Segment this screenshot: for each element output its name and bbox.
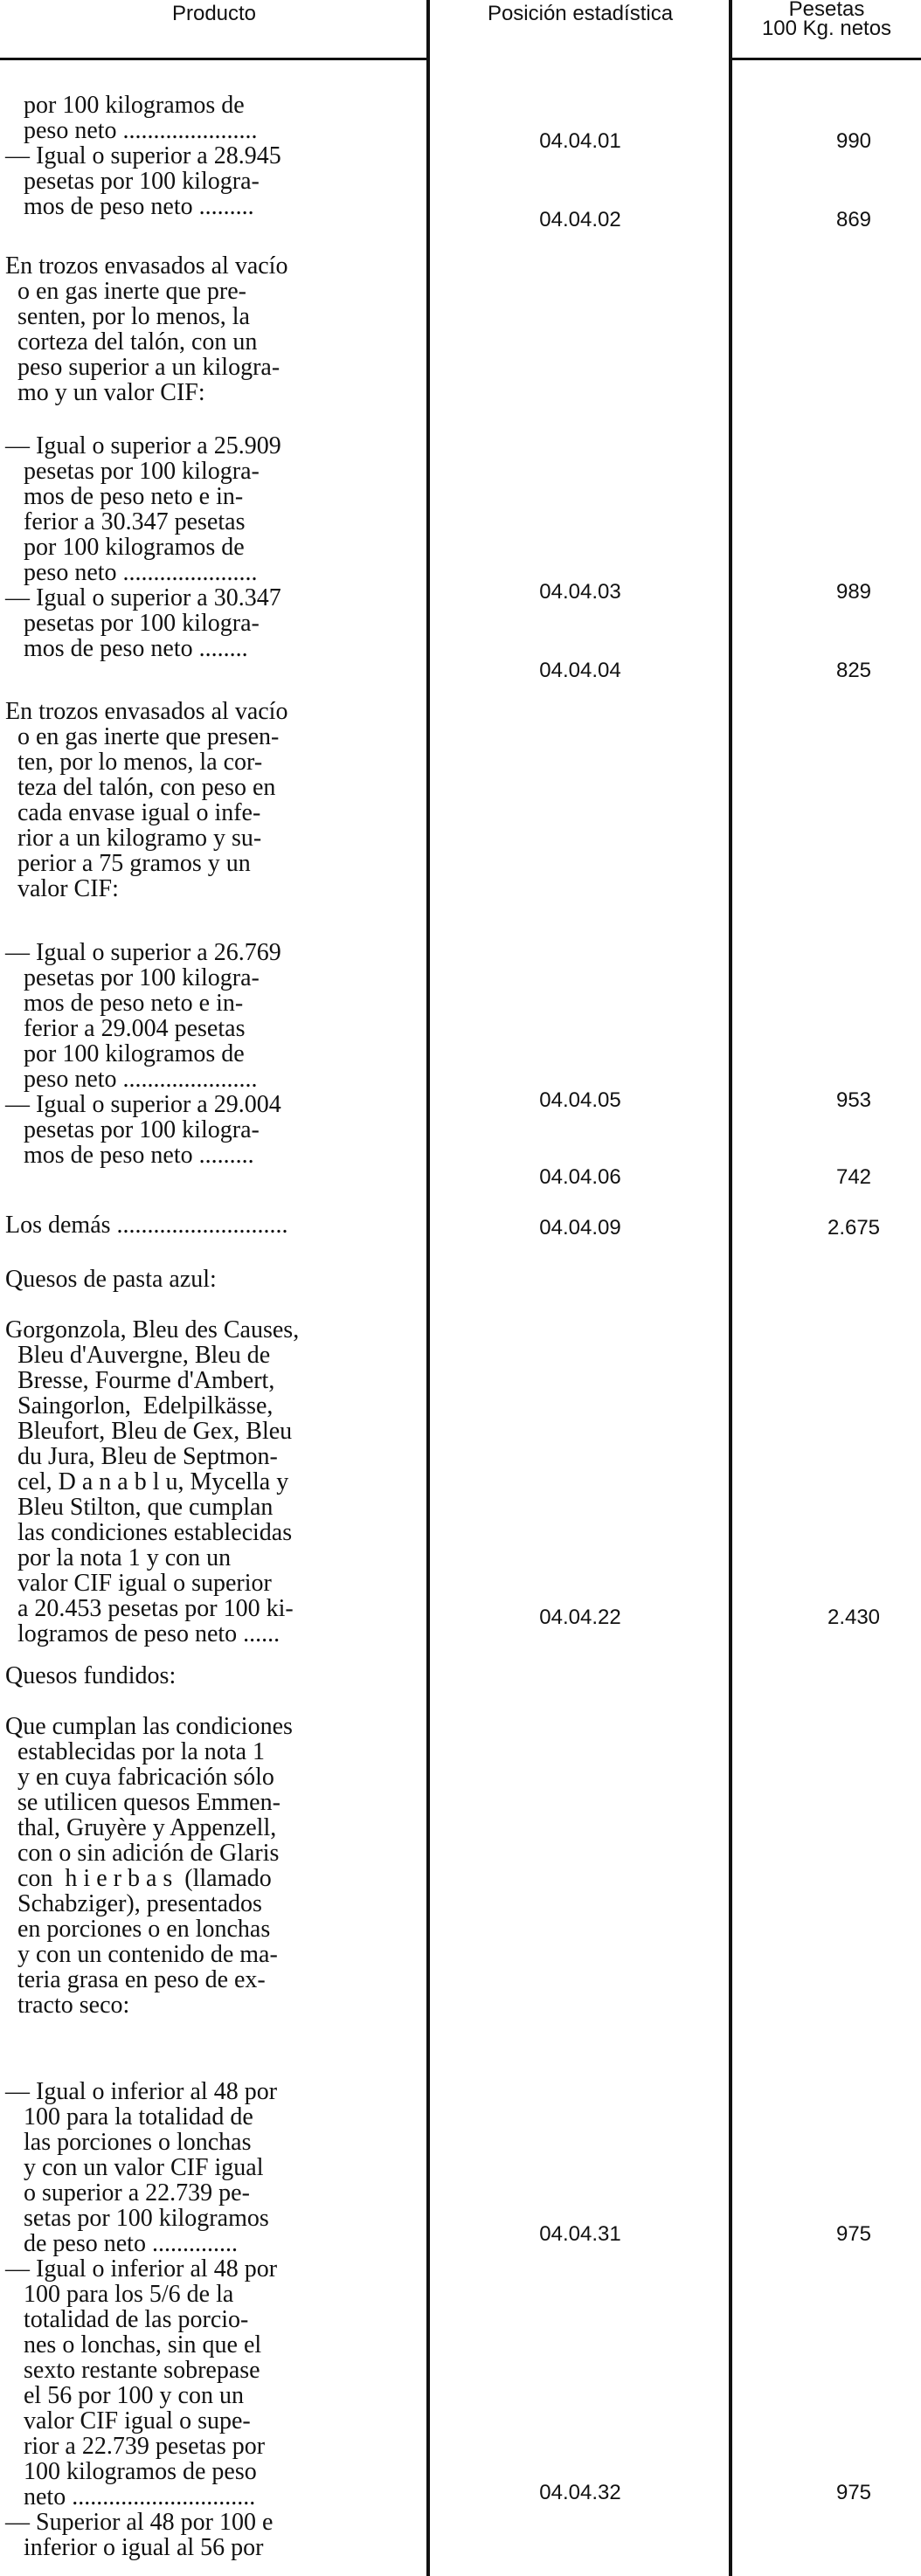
text-block — [5, 1317, 425, 1647]
pesetas-value: 825 — [835, 659, 872, 682]
text-line: inferior o igual al 56 por — [5, 2534, 264, 2561]
posicion-code: 04.04.31 — [539, 2222, 621, 2246]
text-line: pesetas por 100 kilogra- — [5, 610, 260, 637]
text-line: y con un contenido de ma- — [5, 1941, 278, 1968]
pesetas-value: 989 — [835, 580, 872, 604]
text-line: nes o lonchas, sin que el — [5, 2331, 262, 2358]
header-rule-producto — [0, 58, 426, 60]
text-line: con h i e r b a s (llamado — [5, 1865, 272, 1892]
text-line: valor CIF igual o supe- — [5, 2407, 251, 2434]
text-line: 100 para la totalidad de — [5, 2103, 253, 2131]
text-line: totalidad de las porcio- — [5, 2306, 249, 2333]
text-line: las porciones o lonchas — [5, 2129, 252, 2156]
column-divider-2 — [729, 0, 732, 2576]
text-line: cada envase igual o infe- — [5, 799, 261, 826]
text-line: establecidas por la nota 1 — [5, 1738, 266, 1765]
text-line: o superior a 22.739 pe- — [5, 2179, 250, 2207]
text-line: pesetas por 100 kilogra- — [5, 1116, 260, 1143]
pesetas-value: 953 — [835, 1088, 872, 1112]
text-line: pesetas por 100 kilogra- — [5, 458, 260, 485]
posicion-code: 04.04.04 — [539, 659, 621, 682]
header-pesetas-line2: 100 Kg. netos — [761, 17, 892, 40]
pesetas-value: 975 — [835, 2481, 872, 2504]
text-line: las condiciones establecidas — [5, 1519, 293, 1546]
text-line: mos de peso neto ......... — [5, 1142, 254, 1169]
text-line: thal, Gruyère y Appenzell, — [5, 1814, 277, 1841]
text-line: mos de peso neto e in- — [5, 483, 244, 510]
text-line: y en cuya fabricación sólo — [5, 1764, 274, 1791]
header-pesetas-line1: Pesetas — [788, 0, 865, 21]
text-block — [5, 1714, 425, 2018]
posicion-code: 04.04.03 — [539, 580, 621, 604]
pesetas-value: 869 — [835, 208, 872, 231]
text-line: pesetas por 100 kilogra- — [5, 168, 260, 195]
text-line: mos de peso neto ......... — [5, 193, 254, 220]
text-line: teria grasa en peso de ex- — [5, 1966, 266, 1993]
text-block — [5, 1663, 425, 1689]
text-line: Bleu d'Auvergne, Bleu de — [5, 1342, 271, 1369]
text-line: peso neto ...................... — [5, 117, 258, 144]
posicion-code: 04.04.02 — [539, 208, 621, 231]
text-line: Quesos de pasta azul: — [5, 1266, 217, 1293]
text-line: — Igual o inferior al 48 por — [5, 2255, 278, 2282]
text-line: peso superior a un kilogra- — [5, 354, 280, 381]
posicion-code: 04.04.22 — [539, 1606, 621, 1629]
text-line: Bresse, Fourme d'Ambert, — [5, 1367, 275, 1394]
text-line: o en gas inerte que presen- — [5, 723, 280, 750]
text-line: Que cumplan las condiciones — [5, 1713, 293, 1740]
text-line: por 100 kilogramos de — [5, 1040, 245, 1067]
text-line: por la nota 1 y con un — [5, 1544, 232, 1571]
text-line: rior a 22.739 pesetas por — [5, 2433, 266, 2460]
text-line: con o sin adición de Glaris — [5, 1840, 280, 1867]
text-line: En trozos envasados al vacío — [5, 252, 288, 280]
text-line: — Igual o superior a 29.004 — [5, 1091, 281, 1118]
text-line: o en gas inerte que pre- — [5, 278, 246, 305]
header-producto: Producto — [171, 2, 257, 25]
text-line: — Igual o superior a 30.347 — [5, 584, 281, 611]
text-block — [5, 93, 425, 219]
text-line: rior a un kilogramo y su- — [5, 825, 262, 852]
text-line: — Igual o superior a 26.769 — [5, 939, 281, 966]
posicion-code: 04.04.09 — [539, 1216, 621, 1240]
text-line: en porciones o en lonchas — [5, 1916, 271, 1943]
text-line: mos de peso neto ........ — [5, 635, 248, 662]
text-block — [5, 1267, 425, 1292]
text-line: perior a 75 gramos y un — [5, 850, 251, 877]
text-line: neto .............................. — [5, 2483, 256, 2510]
text-line: mos de peso neto e in- — [5, 990, 244, 1017]
text-block — [5, 699, 425, 901]
text-line: — Igual o superior a 28.945 — [5, 142, 281, 169]
text-line: — Igual o inferior al 48 por — [5, 2078, 278, 2105]
text-line: Bleufort, Bleu de Gex, Bleu — [5, 1418, 293, 1445]
pesetas-value: 742 — [835, 1165, 872, 1189]
text-line: se utilicen quesos Emmen- — [5, 1789, 280, 1816]
pesetas-value: 2.675 — [827, 1216, 881, 1240]
text-line: setas por 100 kilogramos — [5, 2205, 269, 2232]
header-pesetas — [732, 0, 921, 38]
text-line: — Igual o superior a 25.909 — [5, 432, 281, 459]
pesetas-value: 975 — [835, 2222, 872, 2246]
header-posicion: Posición estadística — [487, 2, 674, 25]
text-line: corteza del talón, con un — [5, 328, 258, 356]
text-line: y con un valor CIF igual — [5, 2154, 264, 2181]
text-block — [5, 253, 425, 405]
posicion-code: 04.04.06 — [539, 1165, 621, 1189]
text-line: Bleu Stilton, que cumplan — [5, 1494, 274, 1521]
posicion-code: 04.04.01 — [539, 129, 621, 153]
text-line: Quesos fundidos: — [5, 1662, 177, 1689]
posicion-code: 04.04.05 — [539, 1088, 621, 1112]
text-line: peso neto ...................... — [5, 1066, 258, 1093]
text-line: du Jura, Bleu de Septmon- — [5, 1443, 278, 1470]
text-line: tracto seco: — [5, 1992, 130, 2019]
text-block — [5, 1212, 425, 1238]
text-line: valor CIF: — [5, 875, 119, 902]
text-line: a 20.453 pesetas por 100 ki- — [5, 1595, 294, 1622]
text-line: por 100 kilogramos de — [5, 92, 245, 119]
text-block — [5, 433, 425, 661]
text-line: sexto restante sobrepase — [5, 2357, 260, 2384]
text-line: 100 para los 5/6 de la — [5, 2281, 234, 2308]
text-line: valor CIF igual o superior — [5, 1570, 272, 1597]
text-line: el 56 por 100 y con un — [5, 2382, 244, 2409]
text-line: pesetas por 100 kilogra- — [5, 964, 260, 991]
text-line: Los demás ............................ — [5, 1212, 288, 1239]
header-rule-pesetas — [732, 58, 921, 60]
text-line: Schabziger), presentados — [5, 1890, 262, 1917]
text-line: Saingorlon, Edelpilkässe, — [5, 1392, 274, 1419]
column-divider-1 — [426, 0, 430, 2576]
text-line: cel, D a n a b l u, Mycella y — [5, 1468, 289, 1495]
text-line: Gorgonzola, Bleu des Causes, — [5, 1316, 300, 1343]
text-line: por 100 kilogramos de — [5, 534, 245, 561]
pesetas-value: 990 — [835, 129, 872, 153]
text-line: logramos de peso neto ...... — [5, 1620, 280, 1647]
text-line: ten, por lo menos, la cor- — [5, 749, 263, 776]
text-block — [5, 2079, 425, 2560]
text-line: de peso neto .............. — [5, 2230, 238, 2257]
text-block — [5, 940, 425, 1168]
text-line: 100 kilogramos de peso — [5, 2458, 257, 2485]
pesetas-value: 2.430 — [827, 1606, 881, 1629]
text-line: mo y un valor CIF: — [5, 379, 205, 406]
text-line: ferior a 29.004 pesetas — [5, 1015, 246, 1042]
text-line: ferior a 30.347 pesetas — [5, 508, 246, 535]
posicion-code: 04.04.32 — [539, 2481, 621, 2504]
text-line: teza del talón, con peso en — [5, 774, 276, 801]
text-line: En trozos envasados al vacío — [5, 698, 288, 725]
text-line: — Superior al 48 por 100 e — [5, 2509, 274, 2536]
text-line: peso neto ...................... — [5, 559, 258, 586]
text-line: senten, por lo menos, la — [5, 303, 250, 330]
